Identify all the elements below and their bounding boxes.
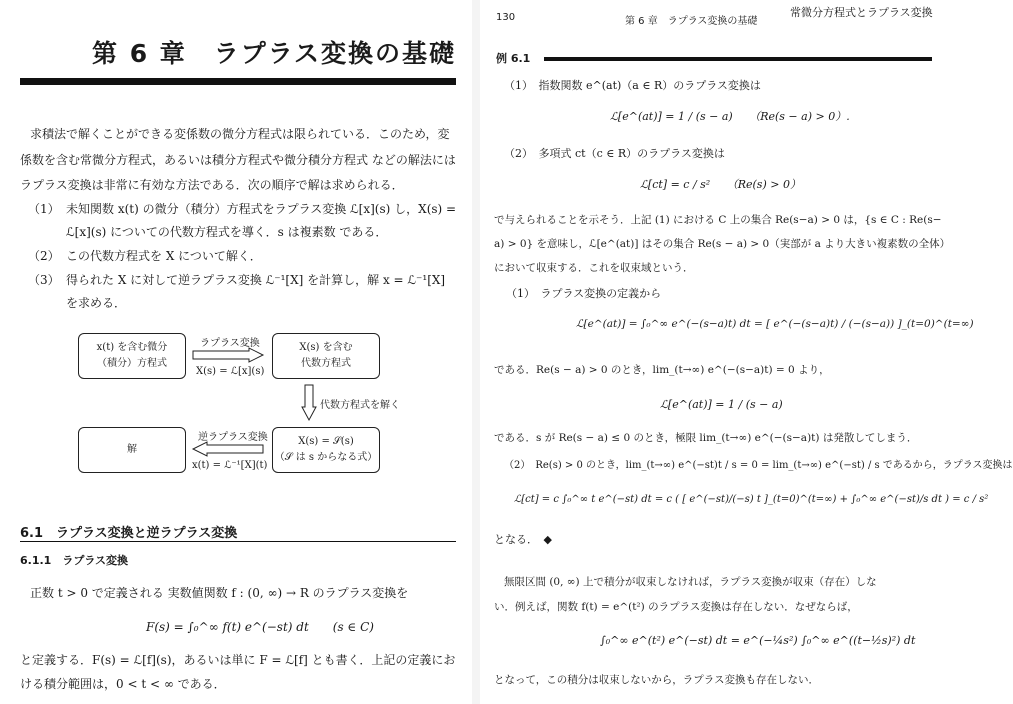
step-2-line-1: この代数方程式を X について解く． xyxy=(66,249,262,263)
proof1-text-2: である．s が Re(s − a) ≤ 0 のとき，極限 lim_(t→∞) e^(−(s−a)t) は発散してしまう． xyxy=(494,432,918,444)
section-rule xyxy=(20,541,456,542)
step-3-num: （3） xyxy=(28,273,60,287)
para1-line-2: a) > 0} を意味し，ℒ[e^(at)] はその集合 Re(s − a) > 0（実部が a より大きい複素数の全体） xyxy=(494,238,951,250)
diagram-box-solution xyxy=(78,427,186,473)
step-1-line-2: ℒ[x](s) についての代数方程式を導く．s は複素数 である． xyxy=(66,225,388,239)
para1-line-1: で与えられることを示そう．上記 (1) における C 上の集合 Re(s−a) > 0 は，{s ∈ C : Re(s− xyxy=(494,214,942,226)
example-rule xyxy=(544,57,932,61)
arrow-bottom-label: 逆ラプラス変換 xyxy=(198,432,268,443)
para1-line-3: において収束する．これを収束域という． xyxy=(494,262,694,274)
page-number: 130 xyxy=(496,12,516,23)
diagram-box-equation xyxy=(78,333,186,379)
para2-end: となって，この積分は収束しないから，ラプラス変換も存在しない． xyxy=(494,674,819,686)
left-arrow-icon xyxy=(193,442,265,456)
para2-line-2: い．例えば，関数 f(t) = e^(t²) のラプラス変換は存在しない．なぜならば， xyxy=(494,601,858,613)
proof1-result: ℒ[e^(at)] = 1 / (s − a) xyxy=(660,398,783,411)
definition-after-1: と定義する．F(s) = ℒ[f](s)，あるいは単に F = ℒ[f] とも書く．上記の定義にお xyxy=(20,653,456,667)
box-equation-line-2: （積分）方程式 xyxy=(97,358,167,369)
box-algebraic-line-1: X(s) を含む xyxy=(299,342,353,353)
right-arrow-icon xyxy=(193,348,265,362)
down-arrow-icon xyxy=(302,385,316,421)
intro-line-2: 係数を含む常微分方程式，あるいは積分方程式や微分積分方程式 などの解法には xyxy=(20,153,456,167)
right-page xyxy=(480,0,1013,704)
example-2-formula: ℒ[ct] = c / s² （Re(s) > 0） xyxy=(640,178,801,191)
page-gutter xyxy=(472,0,480,704)
proof1-head: （1） ラプラス変換の定義から xyxy=(506,287,662,300)
subsection-title: 6.1.1 ラプラス変換 xyxy=(20,554,128,567)
left-page xyxy=(0,0,472,704)
step-3-line-2: を求める． xyxy=(66,296,127,310)
proof2-head: （2） Re(s) > 0 のとき，lim_(t→∞) e^(−st)t / s = 0 = lim_(t→∞) e^(−st) / s であるから，ラプラス変換は xyxy=(504,460,1013,471)
section-title: 6.1 ラプラス変換と逆ラプラス変換 xyxy=(20,526,238,541)
example-2: （2） 多項式 ct（c ∈ R）のラプラス変換は xyxy=(504,147,725,160)
running-head: 第 6 章 ラプラス変換の基礎 xyxy=(625,16,758,27)
proof2-formula: ℒ[ct] = c ∫₀^∞ t e^(−st) dt = c ( [ e^(−st)/(−s) t ]_(t=0)^(t=∞) + ∫₀^∞ e^(−st)/s dt ) = c / s² xyxy=(514,494,989,505)
definition-line: 正数 t > 0 で定義される 実数値関数 f : (0, ∞) → R のラプラス変換を xyxy=(30,586,409,600)
box-expression-line-2: （𝒮 は s からなる式） xyxy=(274,452,378,463)
proof1-text: である．Re(s − a) > 0 のとき，lim_(t→∞) e^(−(s−a)t) = 0 より， xyxy=(494,364,830,376)
intro-line-1: 求積法で解くことができる変係数の微分方程式は限られている．このため，変 xyxy=(30,127,450,141)
definition-after-2: ける積分範囲は，0 < t < ∞ である． xyxy=(20,677,226,691)
example-1-formula: ℒ[e^(at)] = 1 / (s − a) （Re(s − a) > 0）. xyxy=(610,110,850,123)
arrow-top-formula: X(s) = ℒ[x](s) xyxy=(196,366,265,377)
chapter-title: 第 6 章 ラプラス変換の基礎 xyxy=(92,39,457,68)
example-label: 例 6.1 xyxy=(496,52,531,65)
step-1-line-1: 未知関数 x(t) の微分（積分）方程式をラプラス変換 ℒ[x](s) し，X(s) = xyxy=(66,202,457,216)
proof1-formula: ℒ[e^(at)] = ∫₀^∞ e^(−(s−a)t) dt = [ e^(−(s−a)t) / (−(s−a)) ]_(t=0)^(t=∞) xyxy=(576,318,974,330)
step-1-num: （1） xyxy=(28,202,60,216)
para2-line-1: 無限区間 (0, ∞) 上で積分が収束しなければ，ラプラス変換が収束（存在）しな xyxy=(504,576,877,588)
definition-formula: F(s) = ∫₀^∞ f(t) e^(−st) dt (s ∈ C) xyxy=(146,620,374,634)
arrow-bottom-formula: x(t) = ℒ⁻¹[X](t) xyxy=(192,460,268,471)
step-2-num: （2） xyxy=(28,249,60,263)
box-expression-line-1: X(s) = 𝒮(s) xyxy=(298,436,354,447)
diagram-box-algebraic xyxy=(272,333,380,379)
box-equation-line-1: x(t) を含む微分 xyxy=(96,342,168,353)
step-3-line-1: 得られた X に対して逆ラプラス変換 ℒ⁻¹[X] を計算し，解 x = ℒ⁻¹[X] xyxy=(66,273,446,287)
example-1: （1） 指数関数 e^(at)（a ∈ R）のラプラス変換は xyxy=(504,79,761,92)
diagram-box-expression xyxy=(272,427,380,473)
intro-line-3: ラプラス変換は非常に有効な方法である．次の順序で解は求められる． xyxy=(20,178,404,192)
box-solution-line-1: 解 xyxy=(127,444,137,455)
para2-formula: ∫₀^∞ e^(t²) e^(−st) dt = e^(−¼s²) ∫₀^∞ e^((t−½s)²) dt xyxy=(600,634,916,647)
chapter-rule xyxy=(20,78,456,85)
box-algebraic-line-2: 代数方程式 xyxy=(301,358,351,369)
arrow-down-label: 代数方程式を解く xyxy=(320,400,400,411)
top-right-label: 常微分方程式とラプラス変換 xyxy=(790,6,933,19)
arrow-top-label: ラプラス変換 xyxy=(200,338,260,349)
proof2-end: となる． ◆ xyxy=(494,533,552,546)
